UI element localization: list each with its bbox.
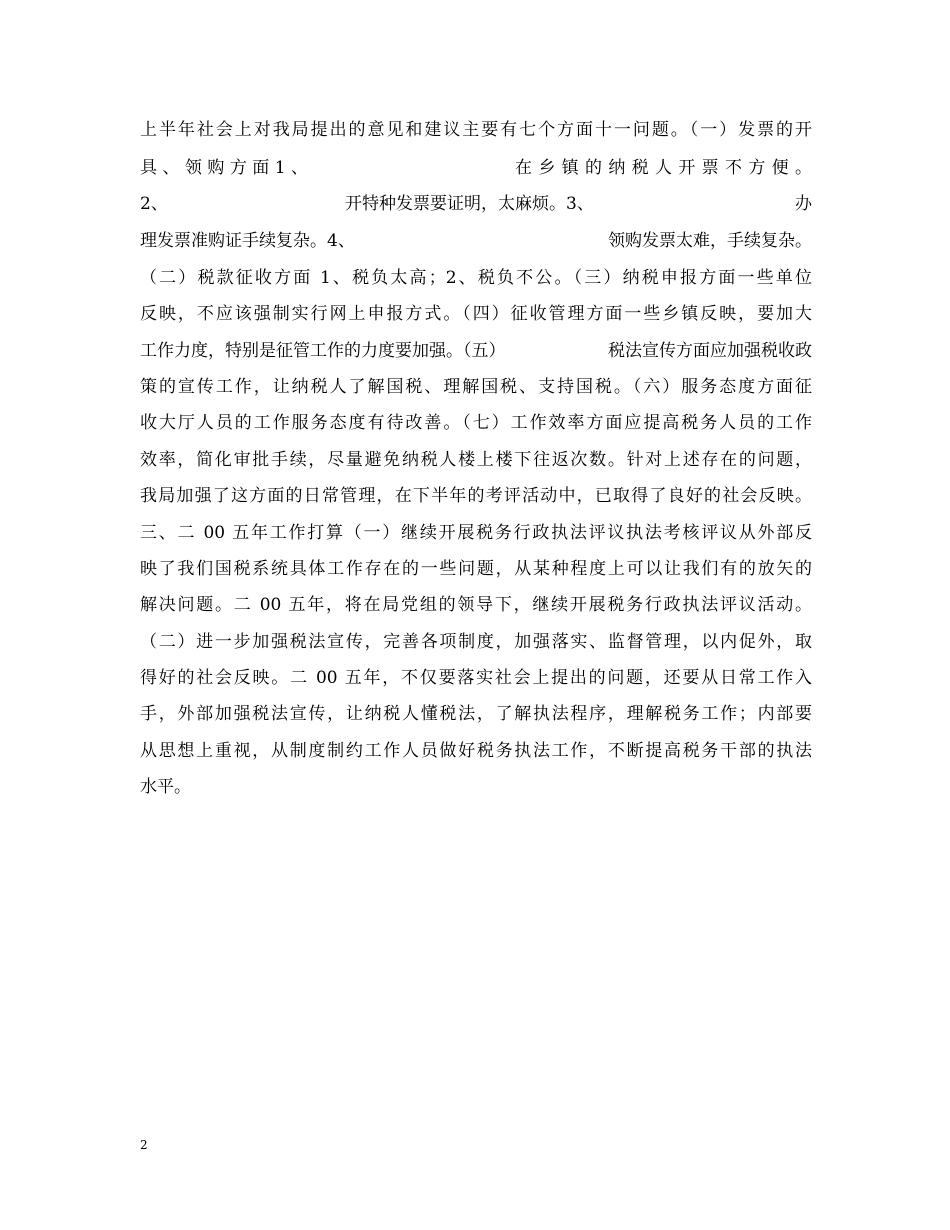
line-segment: 开特种发票要证明，太麻烦。3、: [345, 194, 594, 214]
paragraph-line: 手，外部加强税法宣传，让纳税人懂税法，了解执法程序，理解税务工作；内部要: [140, 704, 812, 724]
paragraph-line: 上半年社会上对我局提出的意见和建议主要有七个方面十一问题。（一）发票的开: [140, 120, 812, 140]
paragraph-line: 反映，不应该强制实行网上申报方式。（四）征收管理方面一些乡镇反映，要加大: [140, 304, 812, 324]
paragraph-line: [140, 336, 812, 366]
line-gap: [308, 153, 515, 183]
line-segment: 理发票准购证手续复杂。4、: [140, 231, 355, 251]
paragraph-line: 策的宣传工作，让纳税人了解国税、理解国税、支持国税。（六）服务态度方面征: [140, 377, 812, 397]
paragraph-line: [140, 153, 812, 183]
line-segment: 税法宣传方面应加强税收政: [608, 341, 812, 361]
paragraph-line: 得好的社会反映。二 00 五年，不仅要落实社会上提出的问题，还要从日常工作入: [140, 668, 812, 688]
paragraph-line: 三、二 00 五年工作打算（一）继续开展税务行政执法评议执法考核评议从外部反: [140, 523, 812, 543]
paragraph-line: 水平。: [140, 777, 191, 797]
paragraph-line: （二）进一步加强税法宣传，完善各项制度，加强落实、监督管理，以内促外，取: [140, 632, 812, 652]
page-number: 2: [140, 1138, 148, 1152]
paragraph-line: [140, 226, 812, 256]
paragraph-line: 我局加强了这方面的日常管理，在下半年的考评活动中，已取得了良好的社会反映。: [140, 486, 812, 506]
paragraph-line: 从思想上重视，从制度制约工作人员做好税务执法工作，不断提高税务干部的执法: [140, 741, 812, 761]
paragraph-line: 映了我们国税系统具体工作存在的一些问题，从某种程度上可以让我们有的放矢的: [140, 559, 812, 579]
paragraph-line: [140, 189, 812, 219]
line-segment: 具 、 领 购 方 面 1 、: [140, 158, 308, 178]
paragraph-line: 解决问题。二 00 五年，将在局党组的领导下，继续开展税务行政执法评议活动。: [140, 595, 812, 615]
line-segment: 领购发票太难，手续复杂。: [608, 231, 812, 251]
line-segment: 工作力度，特别是征管工作的力度要加强。（五）: [140, 341, 506, 361]
paragraph-line: （二）税款征收方面 1、税负太高；2、税负不公。（三）纳税申报方面一些单位: [140, 268, 812, 288]
paragraph-line: 收大厅人员的工作服务态度有待改善。（七）工作效率方面应提高税务人员的工作: [140, 413, 812, 433]
paragraph-line: 效率，简化审批手续，尽量避免纳税人楼上楼下往返次数。针对上述存在的问题，: [140, 450, 812, 470]
line-segment: 办: [795, 194, 812, 214]
line-segment: 2、: [140, 194, 168, 214]
line-segment: 在 乡 镇 的 纳 税 人 开 票 不 方 便 。: [515, 158, 812, 178]
